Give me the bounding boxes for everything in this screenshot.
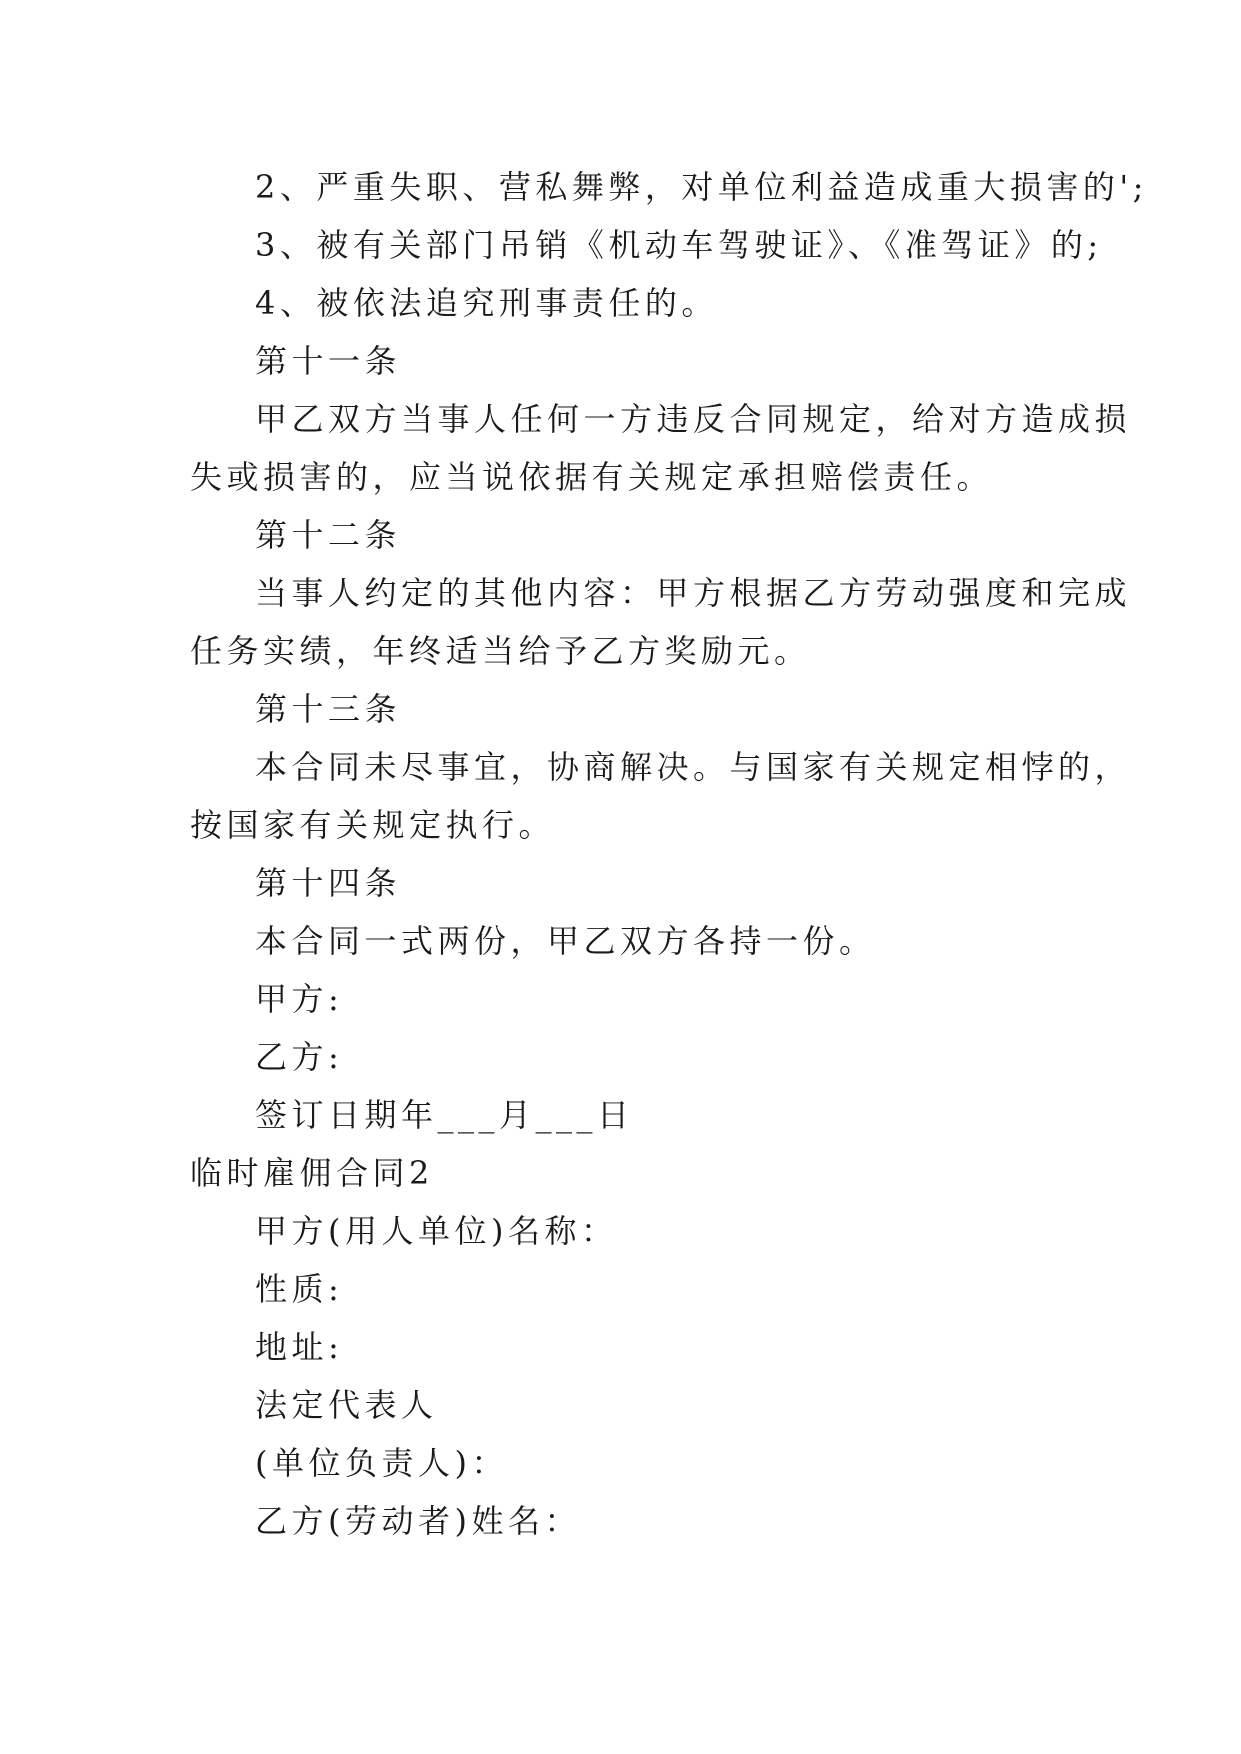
party-b-signature-line: 乙方:: [255, 1038, 344, 1076]
clause-13-heading: 第十三条: [255, 690, 402, 728]
clause-10-item-3: 3、被有关部门吊销《机动车驾驶证》、《准驾证》的;: [255, 226, 1103, 264]
worker-name-field: 乙方(劳动者)姓名：: [255, 1502, 581, 1540]
clause-12-text-line-2: 任务实绩，年终适当给予乙方奖励元。: [190, 632, 811, 670]
clause-13-text-line-2: 按国家有关规定执行。: [190, 806, 556, 844]
clause-11-text-line-1: 甲乙双方当事人任何一方违反合同规定，给对方造成损: [255, 400, 1132, 438]
clause-11-text-line-2: 失或损害的，应当说依据有关规定承担赔偿责任。: [190, 458, 994, 496]
clause-14-text: 本合同一式两份，甲乙双方各持一份。: [255, 922, 876, 960]
unit-head-field: (单位负责人)：: [255, 1444, 508, 1482]
signing-date-line: 签订日期年___月___日: [255, 1096, 634, 1134]
party-a-signature-line: 甲方:: [255, 980, 344, 1018]
legal-representative-field: 法定代表人: [255, 1386, 438, 1424]
employer-nature-field: 性质:: [255, 1270, 344, 1308]
clause-11-heading: 第十一条: [255, 342, 402, 380]
clause-10-item-4: 4、被依法追究刑事责任的。: [255, 284, 718, 322]
clause-12-heading: 第十二条: [255, 516, 402, 554]
section-title: 临时雇佣合同2: [190, 1154, 434, 1192]
clause-14-heading: 第十四条: [255, 864, 402, 902]
employer-name-field: 甲方(用人单位)名称：: [255, 1212, 618, 1250]
employer-address-field: 地址:: [255, 1328, 344, 1366]
clause-13-text-line-1: 本合同未尽事宜，协商解决。与国家有关规定相悖的，: [255, 748, 1132, 786]
clause-10-item-2: 2、严重失职、营私舞弊，对单位利益造成重大损害的';: [255, 168, 1148, 206]
clause-12-text-line-1: 当事人约定的其他内容：甲方根据乙方劳动强度和完成: [255, 574, 1132, 612]
